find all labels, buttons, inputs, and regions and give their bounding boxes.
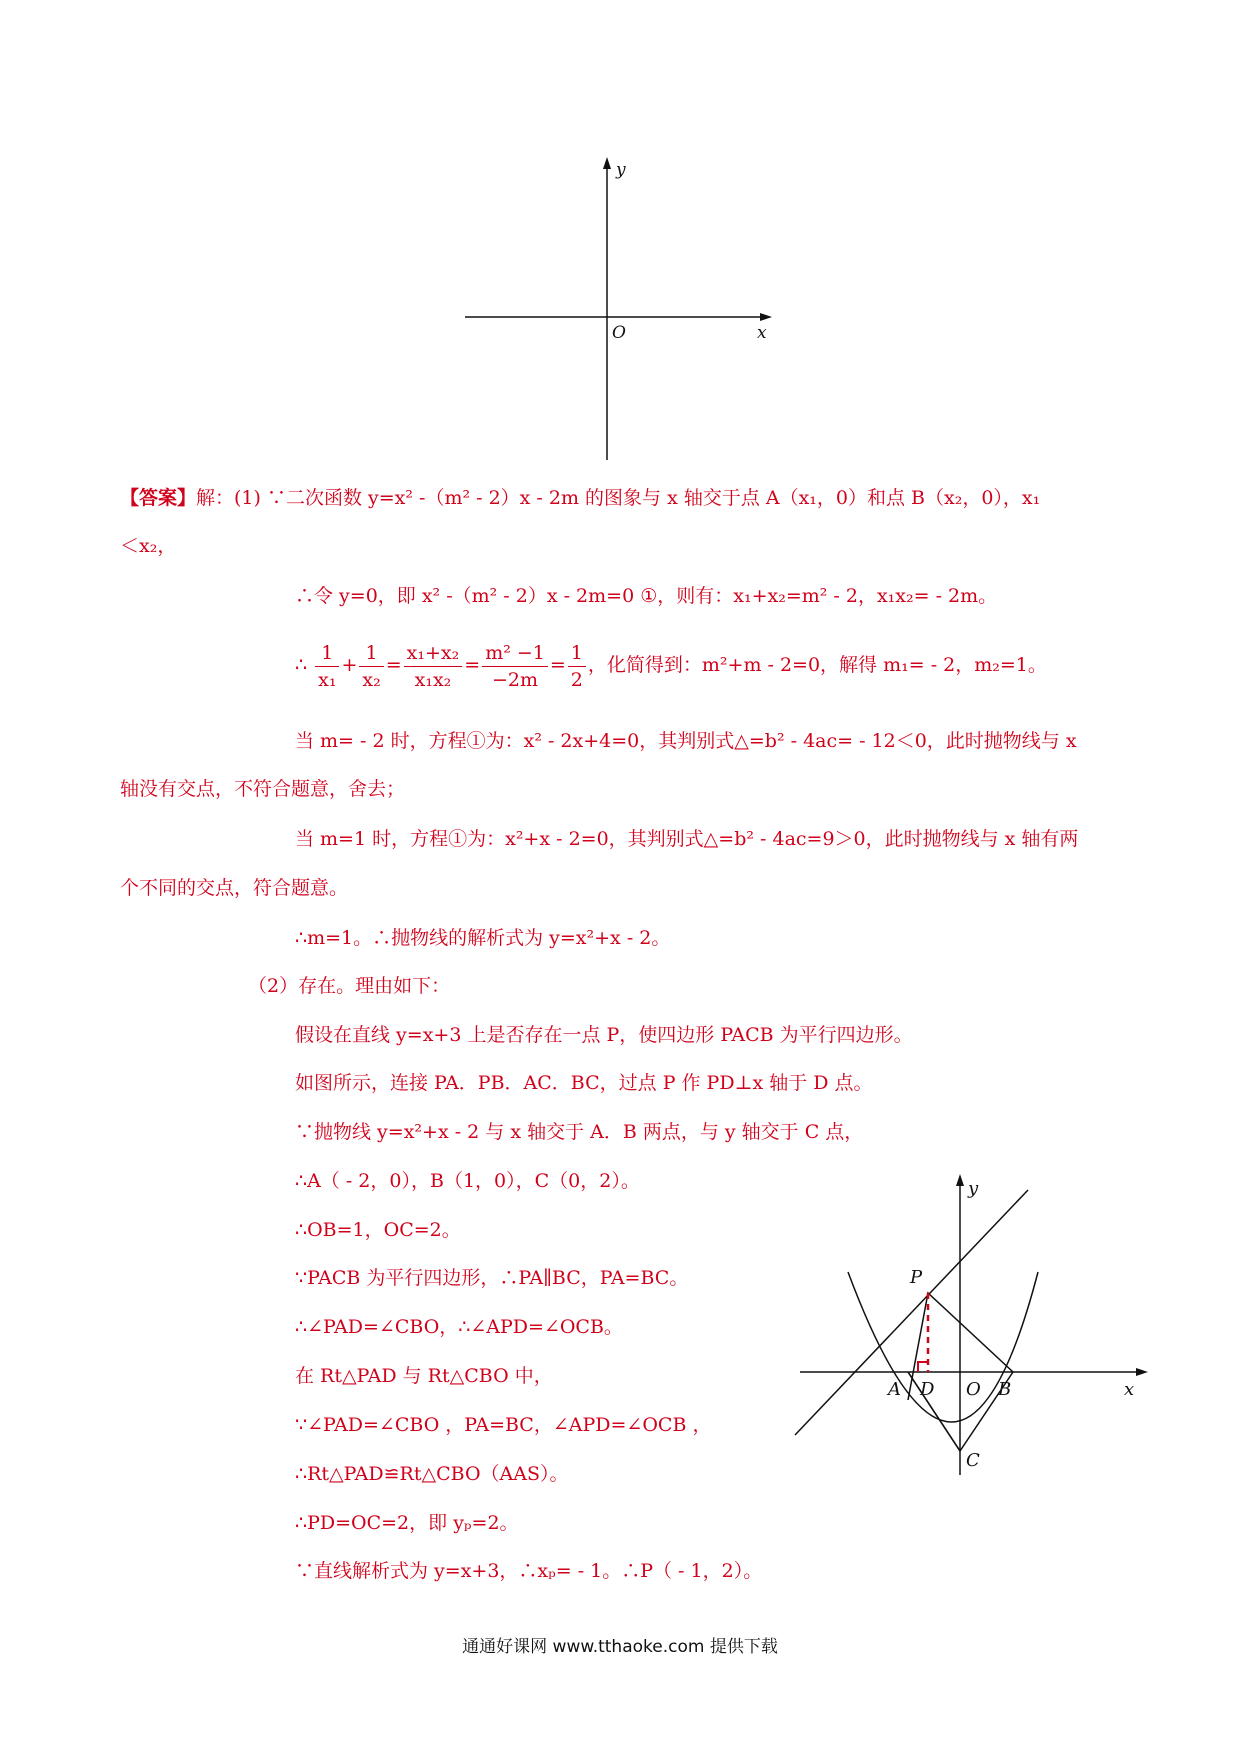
answer-line-20: ∴Rt△PAD≌Rt△CBO（AAS）。: [295, 1463, 569, 1485]
answer-line-19: ∵∠PAD=∠CBO ，PA=BC，∠APD=∠OCB ，: [295, 1414, 712, 1436]
answer-line-16: ∵PACB 为平行四边形，∴PA∥BC，PA=BC。: [295, 1267, 689, 1289]
label-O: O: [966, 1379, 981, 1400]
fraction-3: $\frac{\text{x₁+x₂}}{\text{x₁x₂}}$: [404, 640, 463, 693]
page-footer: 通通好课网 www.tthaoke.com 提供下载: [462, 1637, 778, 1657]
fraction-5: $\frac{1}{2}$: [568, 640, 586, 693]
answer-line-14: ∴A（ - 2，0），B（1，0），C（0，2）。: [295, 1170, 640, 1192]
fraction-line: ∴ $\frac{1}{\text{x₁}}$ + $\frac{1}{\text{x₂}}$ = $\frac{\text{x₁+x₂}}{\text{x₁x₂}}$ = $\frac{\text{m² −1}}{-2m}$ = $\frac{1}{2}$ ，化简得到：m²+m - 2=0，解得 m₁= - 2，m₂=1。: [295, 641, 1047, 691]
answer-line-11: 假设在直线 y=x+3 上是否存在一点 P，使四边形 PACB 为平行四边形。: [295, 1024, 913, 1046]
fraction-1: $\frac{1}{\text{x₁}}$: [315, 640, 339, 693]
answer-line-18: 在 Rt△PAD 与 Rt△CBO 中，: [295, 1365, 553, 1387]
answer-line-15: ∴OB=1，OC=2。: [295, 1219, 461, 1241]
answer-line-8: 个不同的交点，符合题意。: [120, 877, 349, 899]
parabola-figure: [780, 1170, 1160, 1490]
answer-line-10: （2）存在。理由如下：: [248, 975, 451, 997]
answer-line-13: ∵抛物线 y=x²+x - 2 与 x 轴交于 A．B 两点，与 y 轴交于 C 点，: [295, 1121, 864, 1143]
geo-y-label: y: [968, 1178, 979, 1199]
answer-line-9: ∴m=1。∴抛物线的解析式为 y=x²+x - 2。: [295, 927, 671, 949]
fraction-2: $\frac{1}{\text{x₂}}$: [359, 640, 383, 693]
geo-x-label: x: [1124, 1379, 1135, 1400]
answer-line-1: 【答案】解：(1) ∵二次函数 y=x² -（m² - 2）x - 2m 的图象与 x 轴交于点 A（x₁，0）和点 B（x₂，0），x₁: [120, 487, 1041, 509]
label-A: A: [888, 1379, 901, 1400]
answer-line-5: 当 m= - 2 时，方程①为：x² - 2x+4=0，其判别式△=b² - 4ac= - 12＜0，此时抛物线与 x: [295, 730, 1077, 752]
label-D: D: [920, 1379, 935, 1400]
answer-line-6: 轴没有交点，不符合题意，舍去；: [120, 778, 406, 800]
answer-line-3: ∴令 y=0，即 x² -（m² - 2）x - 2m=0 ①，则有：x₁+x₂=m² - 2，x₁x₂= - 2m。: [295, 585, 998, 607]
label-P: P: [910, 1267, 923, 1288]
origin-label: O: [612, 323, 626, 343]
blank-axes-figure: [460, 155, 780, 465]
x-axis-label: x: [757, 323, 767, 343]
answer-line-7: 当 m=1 时，方程①为：x²+x - 2=0，其判别式△=b² - 4ac=9＞0，此时抛物线与 x 轴有两: [295, 828, 1079, 850]
label-C: C: [966, 1450, 980, 1471]
answer-tag: 【答案】: [120, 487, 197, 509]
y-axis-label: y: [616, 160, 626, 180]
answer-line-21: ∴PD=OC=2，即 yₚ=2。: [295, 1512, 519, 1534]
fraction-4: $\frac{\text{m² −1}}{-2m}$: [482, 640, 548, 693]
answer-line-17: ∴∠PAD=∠CBO，∴∠APD=∠OCB。: [295, 1316, 623, 1338]
answer-line-2: ＜x₂，: [120, 535, 177, 557]
label-B: B: [998, 1379, 1012, 1400]
answer-line-22: ∵直线解析式为 y=x+3，∴xₚ= - 1。∴P（ - 1，2）。: [295, 1560, 763, 1582]
answer-line-12: 如图所示，连接 PA．PB．AC．BC，过点 P 作 PD⊥x 轴于 D 点。: [295, 1072, 873, 1094]
